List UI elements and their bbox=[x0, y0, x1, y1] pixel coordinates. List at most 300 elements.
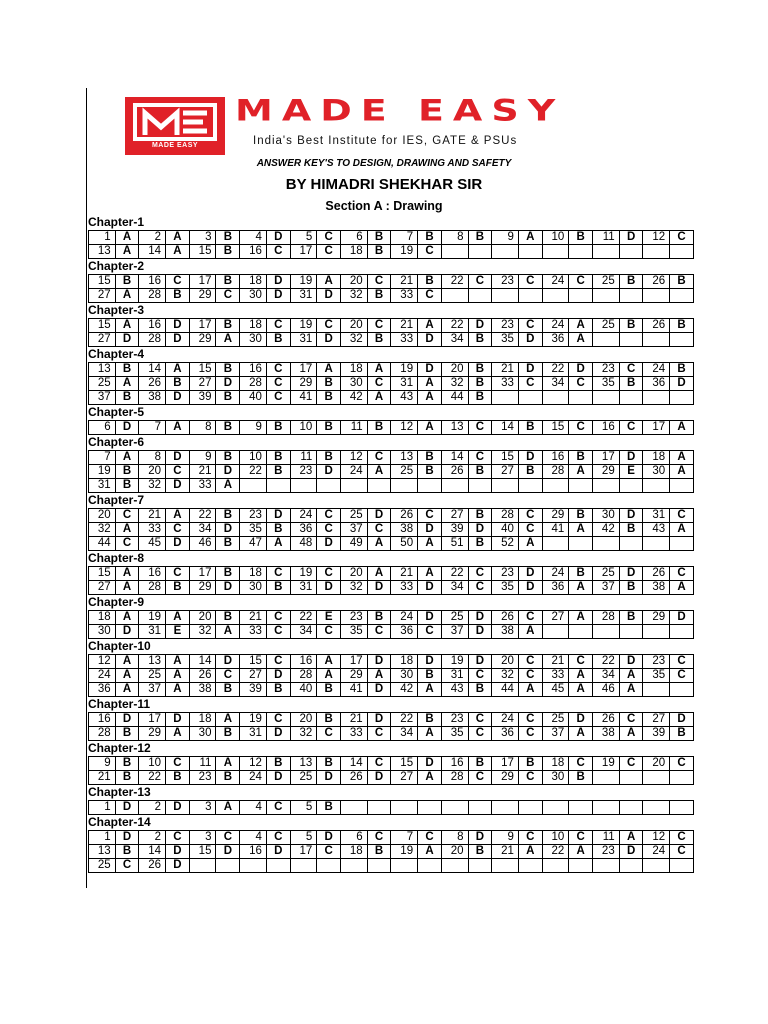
question-number: 21 bbox=[391, 567, 418, 581]
question-number: 37 bbox=[593, 581, 620, 595]
answer-option: A bbox=[216, 801, 240, 815]
chapter-title: Chapter-3 bbox=[88, 303, 145, 317]
answer-option: B bbox=[418, 451, 442, 465]
answer-option: C bbox=[166, 567, 190, 581]
answer-option: D bbox=[166, 801, 190, 815]
answer-row bbox=[89, 421, 694, 435]
answer-table bbox=[88, 420, 694, 435]
question-number: 35 bbox=[341, 625, 368, 639]
answer-option: B bbox=[317, 377, 341, 391]
question-number: 25 bbox=[593, 567, 620, 581]
question-number: 43 bbox=[643, 523, 670, 537]
question-number: 24 bbox=[492, 713, 519, 727]
answer-option: D bbox=[266, 771, 290, 785]
answer-option: B bbox=[367, 845, 391, 859]
answer-option: B bbox=[367, 245, 391, 259]
answer-option bbox=[418, 479, 442, 493]
question-number: 11 bbox=[189, 757, 216, 771]
answer-option: B bbox=[569, 509, 593, 523]
answer-option: C bbox=[518, 319, 542, 333]
question-number: 20 bbox=[341, 275, 368, 289]
answer-option: D bbox=[166, 537, 190, 551]
question-number: 26 bbox=[341, 771, 368, 785]
question-number: 26 bbox=[441, 465, 468, 479]
question-number: 20 bbox=[492, 655, 519, 669]
answer-option: C bbox=[266, 713, 290, 727]
answer-option bbox=[670, 801, 694, 815]
answer-option: A bbox=[166, 669, 190, 683]
answer-option: D bbox=[317, 289, 341, 303]
question-number: 20 bbox=[189, 611, 216, 625]
question-number bbox=[391, 801, 418, 815]
answer-option: B bbox=[619, 319, 643, 333]
answer-option: B bbox=[216, 421, 240, 435]
question-number: 45 bbox=[139, 537, 166, 551]
answer-option: D bbox=[468, 611, 492, 625]
answer-option: A bbox=[418, 319, 442, 333]
question-number: 19 bbox=[240, 713, 267, 727]
answer-row bbox=[89, 231, 694, 245]
question-number bbox=[492, 245, 519, 259]
chapter-title: Chapter-8 bbox=[88, 551, 145, 565]
answer-option: B bbox=[216, 275, 240, 289]
question-number bbox=[643, 859, 670, 873]
question-number: 27 bbox=[240, 669, 267, 683]
answer-option: A bbox=[166, 727, 190, 741]
answer-option: B bbox=[518, 421, 542, 435]
question-number: 31 bbox=[290, 581, 317, 595]
answer-option: C bbox=[166, 275, 190, 289]
question-number: 9 bbox=[189, 451, 216, 465]
question-number bbox=[643, 391, 670, 405]
answer-option bbox=[670, 771, 694, 785]
question-number: 29 bbox=[189, 333, 216, 347]
answer-option: A bbox=[670, 451, 694, 465]
question-number: 33 bbox=[240, 625, 267, 639]
answer-option bbox=[619, 771, 643, 785]
answer-option: A bbox=[317, 363, 341, 377]
answer-option: D bbox=[317, 831, 341, 845]
question-number bbox=[593, 801, 620, 815]
question-number: 23 bbox=[189, 771, 216, 785]
question-number: 10 bbox=[542, 231, 569, 245]
answer-option bbox=[619, 537, 643, 551]
question-number: 8 bbox=[441, 231, 468, 245]
question-number: 37 bbox=[441, 625, 468, 639]
answer-option: C bbox=[266, 831, 290, 845]
answer-option: B bbox=[468, 377, 492, 391]
question-number bbox=[492, 479, 519, 493]
question-number: 4 bbox=[240, 831, 267, 845]
question-number: 20 bbox=[341, 567, 368, 581]
question-number: 33 bbox=[391, 289, 418, 303]
answer-row bbox=[89, 801, 694, 815]
answer-table bbox=[88, 654, 694, 697]
question-number: 27 bbox=[89, 289, 116, 303]
answer-option: A bbox=[266, 537, 290, 551]
answer-option: C bbox=[317, 245, 341, 259]
answer-row bbox=[89, 465, 694, 479]
question-number: 21 bbox=[341, 713, 368, 727]
question-number: 5 bbox=[290, 831, 317, 845]
answer-option: D bbox=[115, 713, 139, 727]
answer-option bbox=[569, 859, 593, 873]
question-number: 39 bbox=[643, 727, 670, 741]
answer-row bbox=[89, 377, 694, 391]
answer-option: D bbox=[569, 363, 593, 377]
answer-option bbox=[518, 859, 542, 873]
answer-option: B bbox=[367, 611, 391, 625]
question-number: 17 bbox=[290, 245, 317, 259]
answer-option: B bbox=[418, 669, 442, 683]
answer-option: C bbox=[569, 757, 593, 771]
question-number: 31 bbox=[290, 333, 317, 347]
answer-option: D bbox=[367, 655, 391, 669]
answer-option bbox=[518, 391, 542, 405]
question-number: 3 bbox=[189, 231, 216, 245]
question-number: 35 bbox=[441, 727, 468, 741]
question-number: 27 bbox=[391, 771, 418, 785]
question-number: 23 bbox=[492, 319, 519, 333]
question-number: 26 bbox=[593, 713, 620, 727]
answer-option: D bbox=[670, 713, 694, 727]
question-number: 14 bbox=[139, 363, 166, 377]
question-number: 14 bbox=[139, 245, 166, 259]
answer-option: B bbox=[115, 845, 139, 859]
answer-option: D bbox=[418, 523, 442, 537]
answer-option bbox=[266, 859, 290, 873]
question-number bbox=[593, 537, 620, 551]
answer-option bbox=[468, 801, 492, 815]
question-number bbox=[542, 801, 569, 815]
question-number: 20 bbox=[341, 319, 368, 333]
answer-option: C bbox=[216, 669, 240, 683]
answer-option: C bbox=[266, 625, 290, 639]
answer-option: B bbox=[518, 757, 542, 771]
answer-option: A bbox=[115, 669, 139, 683]
answer-option: B bbox=[468, 509, 492, 523]
answer-option: D bbox=[367, 581, 391, 595]
question-number: 26 bbox=[139, 859, 166, 873]
answer-option: D bbox=[619, 845, 643, 859]
question-number bbox=[593, 289, 620, 303]
answer-option: A bbox=[115, 289, 139, 303]
answer-option: B bbox=[115, 275, 139, 289]
question-number: 16 bbox=[290, 655, 317, 669]
answer-option: C bbox=[468, 669, 492, 683]
answer-option: B bbox=[317, 421, 341, 435]
answer-option bbox=[670, 859, 694, 873]
answer-option: B bbox=[216, 319, 240, 333]
answer-option: D bbox=[166, 319, 190, 333]
brand-tagline: India's Best Institute for IES, GATE & PSUs bbox=[253, 135, 518, 147]
question-number: 35 bbox=[593, 377, 620, 391]
question-number: 26 bbox=[189, 669, 216, 683]
answer-option: B bbox=[317, 801, 341, 815]
question-number: 10 bbox=[542, 831, 569, 845]
question-number: 29 bbox=[341, 669, 368, 683]
answer-option: B bbox=[216, 231, 240, 245]
answer-option: A bbox=[115, 581, 139, 595]
answer-option bbox=[317, 859, 341, 873]
question-number: 4 bbox=[240, 801, 267, 815]
answer-row bbox=[89, 245, 694, 259]
answer-option: B bbox=[367, 421, 391, 435]
answer-option: A bbox=[367, 391, 391, 405]
question-number: 16 bbox=[542, 451, 569, 465]
answer-option: A bbox=[166, 611, 190, 625]
answer-option: A bbox=[115, 231, 139, 245]
answer-option: C bbox=[619, 713, 643, 727]
question-number: 30 bbox=[240, 289, 267, 303]
answer-option: B bbox=[670, 727, 694, 741]
question-number: 17 bbox=[290, 363, 317, 377]
answer-option: C bbox=[518, 771, 542, 785]
answer-option bbox=[518, 245, 542, 259]
question-number: 15 bbox=[391, 757, 418, 771]
answer-option: C bbox=[367, 275, 391, 289]
question-number bbox=[542, 537, 569, 551]
question-number: 1 bbox=[89, 831, 116, 845]
logo-emblem bbox=[125, 97, 225, 155]
question-number: 19 bbox=[139, 611, 166, 625]
answer-option: E bbox=[166, 625, 190, 639]
question-number: 29 bbox=[189, 581, 216, 595]
answer-option bbox=[317, 479, 341, 493]
question-number bbox=[290, 859, 317, 873]
question-number: 22 bbox=[240, 465, 267, 479]
question-number: 17 bbox=[189, 567, 216, 581]
answer-option: B bbox=[569, 567, 593, 581]
question-number: 15 bbox=[89, 319, 116, 333]
answer-option: A bbox=[216, 713, 240, 727]
question-number: 18 bbox=[391, 655, 418, 669]
question-number bbox=[189, 859, 216, 873]
answer-option: B bbox=[619, 611, 643, 625]
question-number: 31 bbox=[89, 479, 116, 493]
answer-option: A bbox=[115, 245, 139, 259]
chapter-title: Chapter-13 bbox=[88, 785, 151, 799]
answer-option: B bbox=[216, 611, 240, 625]
answer-option: B bbox=[418, 231, 442, 245]
question-number: 26 bbox=[139, 377, 166, 391]
answer-option: C bbox=[317, 231, 341, 245]
question-number: 19 bbox=[391, 363, 418, 377]
answer-option: A bbox=[166, 363, 190, 377]
brand-name: MADE EASY bbox=[235, 93, 565, 128]
answer-option: A bbox=[518, 537, 542, 551]
question-number: 33 bbox=[391, 581, 418, 595]
answer-option: D bbox=[266, 289, 290, 303]
question-number: 15 bbox=[492, 451, 519, 465]
question-number: 23 bbox=[290, 465, 317, 479]
question-number: 23 bbox=[341, 611, 368, 625]
answer-table bbox=[88, 610, 694, 639]
answer-table bbox=[88, 508, 694, 551]
answer-option: C bbox=[115, 859, 139, 873]
answer-option: D bbox=[468, 523, 492, 537]
answer-option: B bbox=[317, 391, 341, 405]
question-number: 52 bbox=[492, 537, 519, 551]
question-number: 15 bbox=[89, 567, 116, 581]
answer-option: B bbox=[216, 363, 240, 377]
answer-row bbox=[89, 845, 694, 859]
answer-option: D bbox=[518, 567, 542, 581]
question-number: 24 bbox=[240, 771, 267, 785]
question-number: 28 bbox=[290, 669, 317, 683]
answer-option: C bbox=[166, 523, 190, 537]
answer-row bbox=[89, 523, 694, 537]
question-number: 34 bbox=[189, 523, 216, 537]
answer-row bbox=[89, 567, 694, 581]
question-number: 29 bbox=[189, 289, 216, 303]
question-number: 20 bbox=[89, 509, 116, 523]
question-number: 25 bbox=[593, 319, 620, 333]
question-number: 15 bbox=[189, 363, 216, 377]
answer-option: A bbox=[569, 319, 593, 333]
question-number: 20 bbox=[441, 363, 468, 377]
answer-option: D bbox=[216, 581, 240, 595]
question-number: 40 bbox=[290, 683, 317, 697]
answer-option: B bbox=[216, 771, 240, 785]
answer-option bbox=[670, 333, 694, 347]
answer-option bbox=[619, 333, 643, 347]
question-number: 23 bbox=[240, 509, 267, 523]
question-number: 3 bbox=[189, 801, 216, 815]
answer-option bbox=[569, 391, 593, 405]
answer-option: E bbox=[317, 611, 341, 625]
answer-option: D bbox=[166, 845, 190, 859]
question-number: 38 bbox=[391, 523, 418, 537]
chapter-title: Chapter-9 bbox=[88, 595, 145, 609]
answer-option: C bbox=[619, 363, 643, 377]
answer-option: A bbox=[670, 421, 694, 435]
question-number: 33 bbox=[189, 479, 216, 493]
answer-option: B bbox=[317, 757, 341, 771]
question-number: 28 bbox=[139, 289, 166, 303]
answer-option: C bbox=[518, 713, 542, 727]
question-number: 30 bbox=[89, 625, 116, 639]
question-number: 28 bbox=[139, 581, 166, 595]
answer-option: B bbox=[619, 581, 643, 595]
question-number: 18 bbox=[240, 567, 267, 581]
answer-option: A bbox=[317, 655, 341, 669]
question-number bbox=[643, 537, 670, 551]
question-number: 39 bbox=[441, 523, 468, 537]
answer-option bbox=[569, 537, 593, 551]
answer-option: A bbox=[518, 231, 542, 245]
answer-option: D bbox=[115, 831, 139, 845]
answer-option: C bbox=[317, 625, 341, 639]
answer-option: A bbox=[166, 683, 190, 697]
answer-option: B bbox=[468, 845, 492, 859]
answer-option: A bbox=[569, 683, 593, 697]
answer-option: B bbox=[166, 377, 190, 391]
answer-option: D bbox=[468, 655, 492, 669]
answer-option: C bbox=[468, 451, 492, 465]
answer-option: A bbox=[418, 683, 442, 697]
question-number bbox=[643, 245, 670, 259]
question-number: 21 bbox=[240, 611, 267, 625]
question-number: 32 bbox=[290, 727, 317, 741]
question-number: 44 bbox=[492, 683, 519, 697]
answer-option: D bbox=[518, 581, 542, 595]
question-number: 23 bbox=[643, 655, 670, 669]
answer-row bbox=[89, 581, 694, 595]
question-number: 34 bbox=[441, 581, 468, 595]
question-number: 21 bbox=[89, 771, 116, 785]
answer-option: C bbox=[518, 523, 542, 537]
answer-option: D bbox=[266, 669, 290, 683]
question-number: 22 bbox=[391, 713, 418, 727]
answer-option bbox=[670, 289, 694, 303]
answer-table bbox=[88, 274, 694, 303]
question-number: 38 bbox=[492, 625, 519, 639]
question-number: 16 bbox=[139, 567, 166, 581]
answer-option: A bbox=[166, 509, 190, 523]
question-number: 29 bbox=[139, 727, 166, 741]
answer-option: D bbox=[317, 537, 341, 551]
question-number: 21 bbox=[542, 655, 569, 669]
question-number: 9 bbox=[240, 421, 267, 435]
question-number bbox=[643, 801, 670, 815]
answer-option: A bbox=[317, 669, 341, 683]
question-number: 11 bbox=[341, 421, 368, 435]
question-number: 23 bbox=[593, 845, 620, 859]
answer-option: A bbox=[367, 363, 391, 377]
answer-option: B bbox=[418, 713, 442, 727]
answer-option: B bbox=[216, 683, 240, 697]
answer-option: C bbox=[569, 655, 593, 669]
question-number: 42 bbox=[593, 523, 620, 537]
question-number: 18 bbox=[542, 757, 569, 771]
answer-option: C bbox=[115, 509, 139, 523]
answer-option: A bbox=[115, 451, 139, 465]
question-number: 25 bbox=[441, 611, 468, 625]
answer-row bbox=[89, 669, 694, 683]
question-number: 15 bbox=[240, 655, 267, 669]
answer-option: D bbox=[317, 465, 341, 479]
answer-option: A bbox=[569, 727, 593, 741]
answer-row bbox=[89, 727, 694, 741]
question-number bbox=[542, 245, 569, 259]
answer-row bbox=[89, 391, 694, 405]
question-number bbox=[240, 479, 267, 493]
answer-row bbox=[89, 625, 694, 639]
question-number bbox=[643, 625, 670, 639]
question-number: 9 bbox=[89, 757, 116, 771]
question-number bbox=[542, 289, 569, 303]
question-number bbox=[492, 391, 519, 405]
question-number: 32 bbox=[139, 479, 166, 493]
question-number: 27 bbox=[89, 333, 116, 347]
question-number: 30 bbox=[643, 465, 670, 479]
answer-option: A bbox=[418, 421, 442, 435]
question-number bbox=[341, 479, 368, 493]
question-number: 16 bbox=[593, 421, 620, 435]
question-number: 33 bbox=[492, 377, 519, 391]
answer-option bbox=[418, 801, 442, 815]
answer-option: E bbox=[619, 465, 643, 479]
answer-option: A bbox=[619, 683, 643, 697]
question-number: 34 bbox=[542, 377, 569, 391]
question-number: 38 bbox=[139, 391, 166, 405]
answer-option: B bbox=[569, 231, 593, 245]
answer-option: B bbox=[115, 363, 139, 377]
answer-option: D bbox=[619, 567, 643, 581]
question-number: 2 bbox=[139, 231, 166, 245]
question-number: 22 bbox=[542, 363, 569, 377]
